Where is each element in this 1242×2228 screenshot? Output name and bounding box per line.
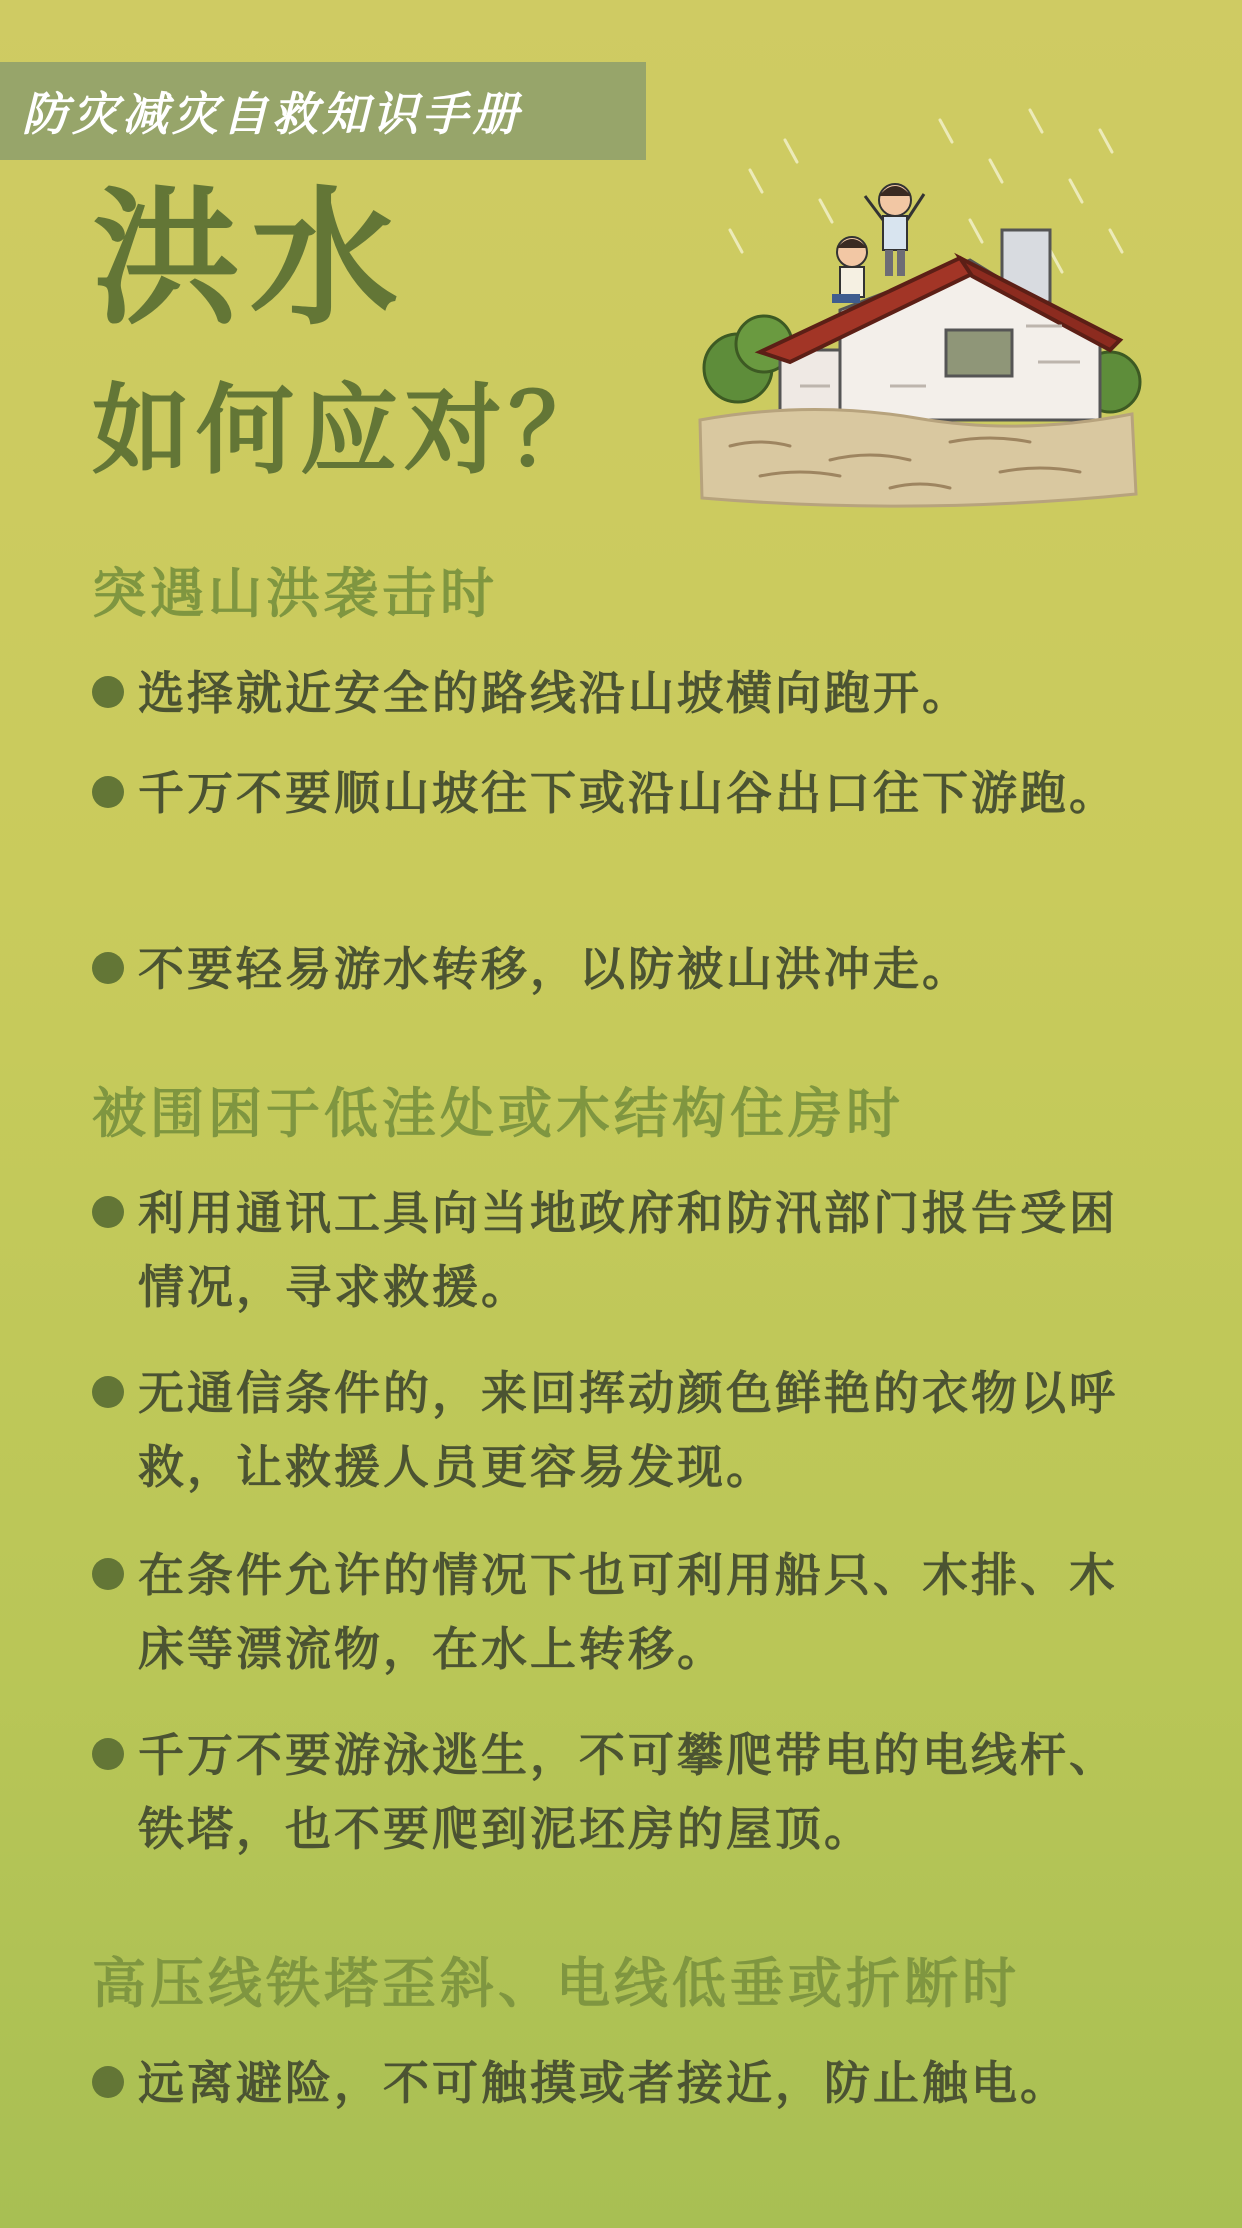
list-item bbox=[92, 1356, 1152, 1504]
list-item bbox=[92, 2046, 1152, 2120]
section-heading-trapped: 被围困于低洼处或木结构住房时 bbox=[92, 1082, 904, 1145]
list-item-text: 在条件允许的情况下也可利用船只、木排、木床等漂流物，在水上转移。 bbox=[138, 1548, 1118, 1676]
list-item-text: 千万不要顺山坡往下或沿山谷出口往下游跑。 bbox=[138, 766, 1118, 820]
house-flood-icon bbox=[690, 100, 1142, 510]
page-subtitle: 如何应对？ bbox=[92, 374, 613, 488]
list-item-text: 利用通讯工具向当地政府和防汛部门报告受困情况，寻求救援。 bbox=[138, 1186, 1118, 1314]
page-title: 洪水 bbox=[92, 173, 408, 345]
list-item-text: 千万不要游泳逃生，不可攀爬带电的电线杆、铁塔，也不要爬到泥坯房的屋顶。 bbox=[138, 1728, 1118, 1856]
header-banner bbox=[0, 62, 646, 160]
list-item bbox=[92, 932, 1152, 1006]
list-item-text: 不要轻易游水转移，以防被山洪冲走。 bbox=[138, 942, 971, 996]
bullet-dot-icon bbox=[92, 676, 124, 708]
list-item bbox=[92, 1176, 1152, 1324]
banner-label: 防灾减灾自救知识手册 bbox=[22, 87, 522, 141]
list-item bbox=[92, 656, 1152, 730]
section-heading-power-lines: 高压线铁塔歪斜、电线低垂或折断时 bbox=[92, 1952, 1020, 2015]
list-item bbox=[92, 1718, 1152, 1866]
bullet-dot-icon bbox=[92, 952, 124, 984]
bullet-dot-icon bbox=[92, 1376, 124, 1408]
list-item bbox=[92, 756, 1152, 830]
list-item-text: 远离避险，不可触摸或者接近，防止触电。 bbox=[138, 2056, 1069, 2110]
bullet-dot-icon bbox=[92, 1558, 124, 1590]
bullet-dot-icon bbox=[92, 2066, 124, 2098]
bullet-dot-icon bbox=[92, 776, 124, 808]
section-heading-flash-flood: 突遇山洪袭击时 bbox=[92, 562, 498, 625]
list-item-text: 选择就近安全的路线沿山坡横向跑开。 bbox=[138, 666, 971, 720]
list-item-text: 无通信条件的，来回挥动颜色鲜艳的衣物以呼救，让救援人员更容易发现。 bbox=[138, 1366, 1118, 1494]
bullet-dot-icon bbox=[92, 1196, 124, 1228]
list-item bbox=[92, 1538, 1152, 1686]
bullet-dot-icon bbox=[92, 1738, 124, 1770]
